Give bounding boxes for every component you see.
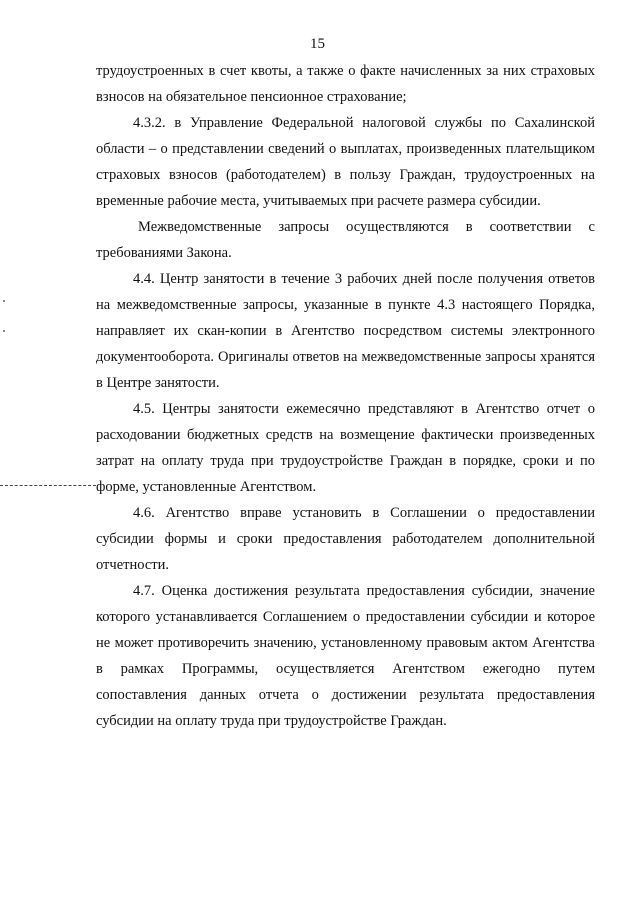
paragraph-4-3-2: 4.3.2. в Управление Федеральной налоговой службы по Сахалинской области – о представлении сведений о выплатах, произведенных плательщиком страховых взносов (работодателем) в пользу Граждан, трудоустроенных на временные рабочие места, учитываемых при расчете размера субсидии. (96, 115, 595, 209)
scan-edge-mark (3, 300, 5, 302)
scan-artifact-line (0, 485, 96, 486)
page-number: 15 (310, 36, 325, 52)
paragraph-4-6: 4.6. Агентство вправе установить в Соглашении о предоставлении субсидии формы и сроки предоставления работодателем дополнительной отчетности. (96, 505, 595, 573)
paragraph-4-5: 4.5. Центры занятости ежемесячно представляют в Агентство отчет о расходовании бюджетных средств на возмещение фактически произведенных затрат на оплату труда при трудоустройстве Граждан в порядке, сроки и по форме, установленные Агентством. (96, 401, 595, 495)
scan-edge-mark (3, 330, 5, 332)
paragraph-4-7: 4.7. Оценка достижения результата предоставления субсидии, значение которого устанавливается Соглашением о предоставлении субсидии и которое не может противоречить значению, установленному правовым актом Агентства в рамках Программы, осуществляется Агентством ежегодно путем сопоставления данных отчета о достижении результата предоставления субсидии на оплату труда при трудоустройстве Граждан. (96, 583, 595, 729)
paragraph-interagency-requests: Межведомственные запросы осуществляются в соответствии с требованиями Закона. (96, 219, 595, 261)
document-body (96, 58, 595, 734)
paragraph-4-4: 4.4. Центр занятости в течение 3 рабочих дней после получения ответов на межведомственные запросы, указанные в пункте 4.3 настоящего Порядка, направляет их скан-копии в Агентство посредством системы электронного документооборота. Оригиналы ответов на межведомственные запросы хранятся в Центре занятости. (96, 271, 595, 391)
paragraph-continuation: трудоустроенных в счет квоты, а также о факте начисленных за них страховых взносов на обязательное пенсионное страхование; (96, 63, 595, 105)
